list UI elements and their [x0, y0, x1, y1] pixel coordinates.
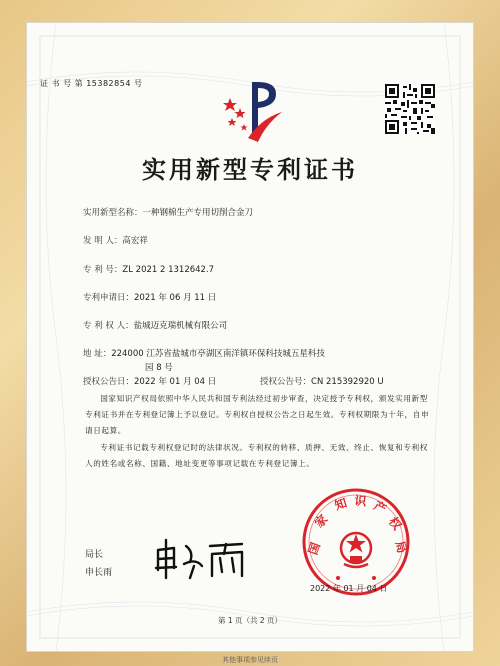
certificate-title: 实用新型专利证书 — [142, 155, 358, 184]
field-patent-no-value: ZL 2021 2 1312642.7 — [122, 265, 215, 275]
field-address-value-1: 224000 江苏省盐城市亭湖区南洋镇环保科技城五星科技 — [111, 349, 325, 359]
field-inventor-value: 高宏祥 — [122, 236, 148, 246]
field-address-row-2 — [145, 362, 173, 374]
field-grant-date-row — [83, 376, 216, 388]
paragraph-legal-status: 专利证书记载专利权登记时的法律状况。专利权的转移、质押、无效、终止、恢复和专利权人的姓名或名称、国籍、地址变更等事项记载在专利登记簿上。 — [85, 443, 428, 468]
field-grant-no-label: 授权公告号： — [260, 377, 312, 387]
field-grant-date-label: 授权公告日： — [83, 377, 135, 387]
field-patentee-label: 专 利 权 人： — [83, 321, 134, 331]
field-inventor-label: 发 明 人： — [83, 236, 123, 246]
svg-text:家: 家 — [311, 511, 331, 531]
field-address-value-2: 园 8 号 — [145, 363, 173, 373]
svg-text:国: 国 — [305, 540, 323, 557]
field-patent-no-label: 专 利 号： — [83, 265, 123, 275]
field-name-value: 一种钢棉生产专用切削合金刀 — [142, 208, 254, 218]
field-grant-date-value: 2022 年 01 月 04 日 — [134, 377, 217, 387]
footer-continuation-note: 其他事项参见续页 — [222, 656, 278, 664]
field-name-row — [83, 207, 253, 219]
certificate-number-suffix: 号 — [133, 79, 143, 88]
field-address-label: 地 址： — [83, 349, 112, 359]
certificate-number-label: 证 书 号 第 — [40, 79, 84, 88]
certificate-number-value: 15382854 — [86, 79, 131, 88]
field-patent-no-row — [83, 264, 214, 276]
certificate-number — [40, 78, 142, 89]
svg-text:权: 权 — [385, 514, 405, 533]
field-patentee-row — [83, 320, 227, 332]
director-signature — [150, 532, 260, 582]
field-inventor-row — [83, 235, 148, 247]
field-grant-no-value: CN 215392920 U — [311, 377, 384, 387]
field-name-label: 实用新型名称： — [83, 208, 143, 218]
svg-text:知: 知 — [332, 495, 349, 513]
field-filing-date-label: 专利申请日： — [83, 293, 135, 303]
director-title: 局长 — [85, 550, 104, 560]
field-grant-no-row — [260, 376, 384, 388]
page-number: 第 1 页（共 2 页） — [217, 616, 283, 625]
field-address-row — [83, 348, 325, 360]
paragraph-grant-decision: 国家知识产权局依照中华人民共和国专利法经过初步审查，决定授予专利权，颁发实用新型专利证书并在专利登记簿上予以登记。专利权自授权公告之日起生效。专利权期限为十年，自申请日起算。 — [85, 394, 430, 435]
svg-text:识: 识 — [353, 493, 368, 509]
seal-date: 2022 年 01 月 04 日 — [310, 584, 388, 593]
field-filing-date-value: 2021 年 06 月 11 日 — [134, 293, 217, 303]
cnipa-emblem-icon — [222, 78, 284, 142]
qr-code — [385, 84, 435, 134]
svg-text:局: 局 — [392, 539, 410, 555]
cnipa-seal — [300, 486, 412, 598]
field-filing-date-row — [83, 292, 216, 304]
field-patentee-value: 盐城迈克瑞机械有限公司 — [133, 321, 228, 331]
svg-text:产: 产 — [371, 498, 389, 517]
director-name: 申长雨 — [85, 568, 113, 578]
